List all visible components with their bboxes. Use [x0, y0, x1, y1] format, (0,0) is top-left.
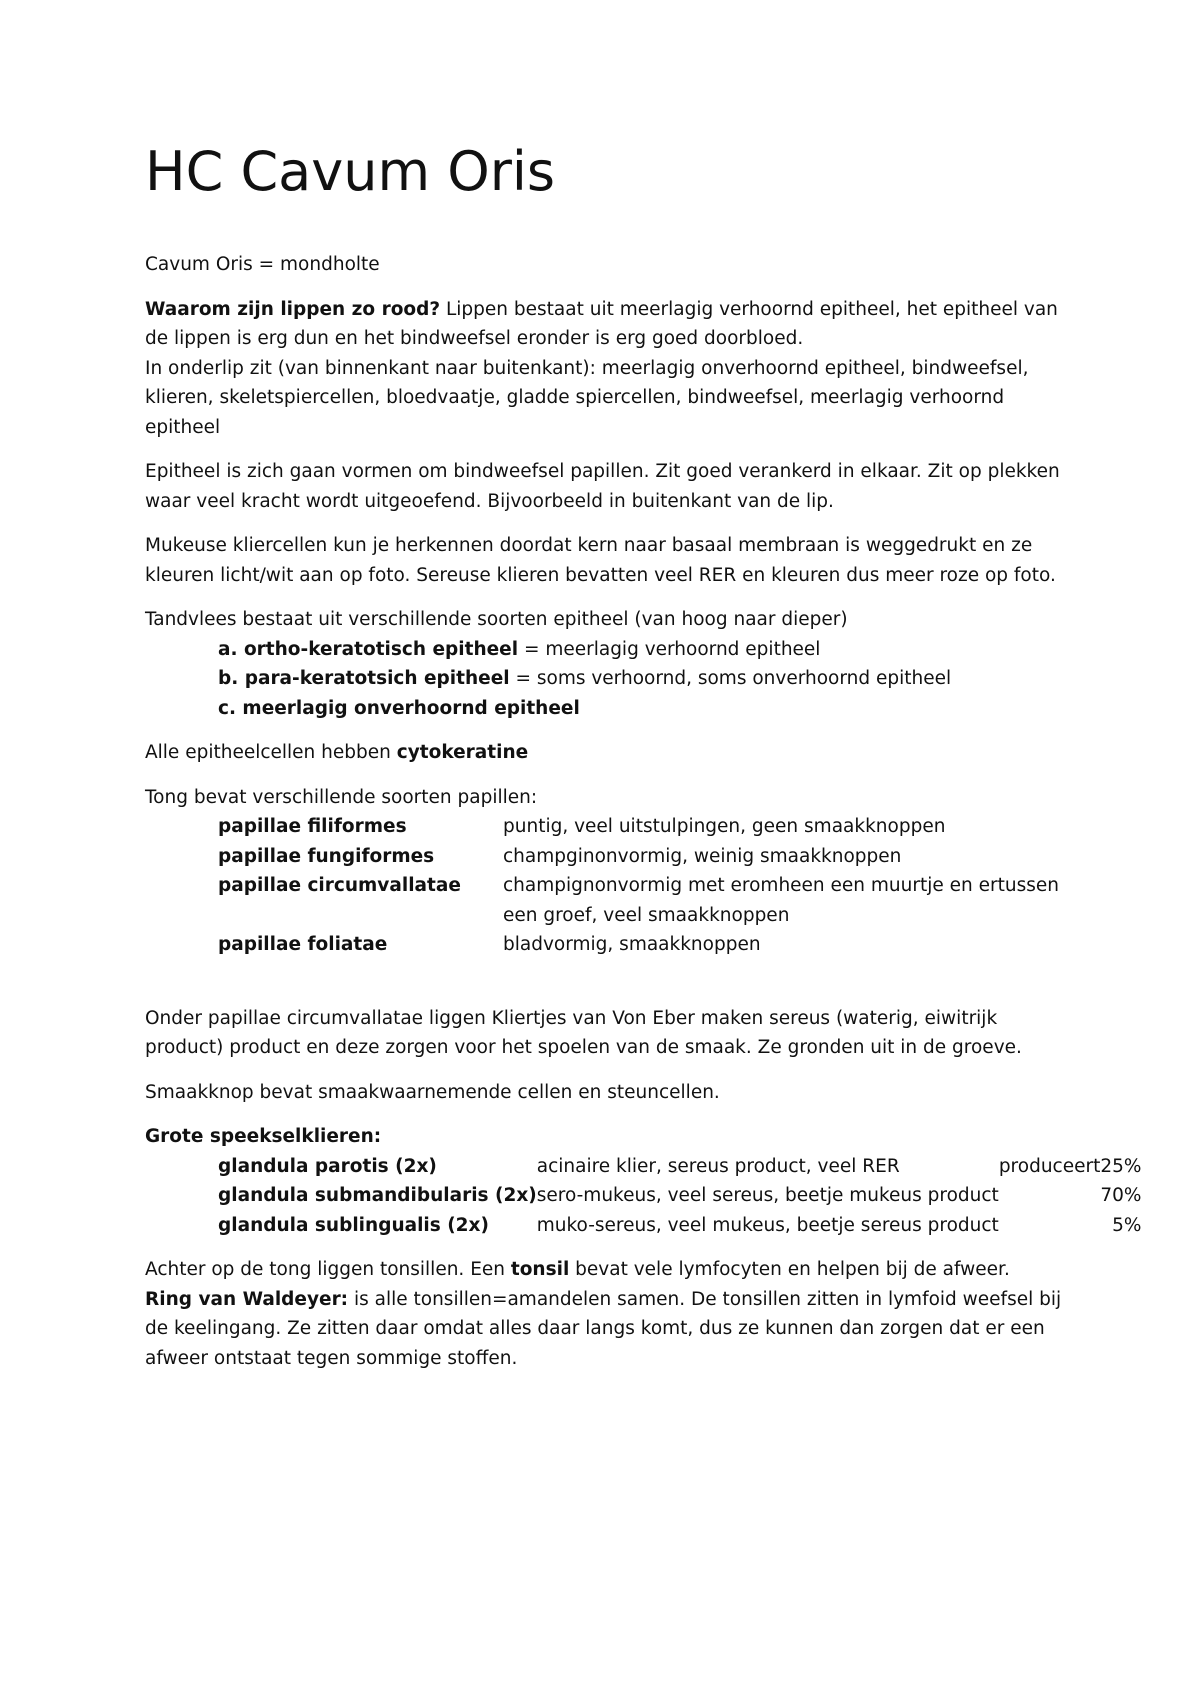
- papil-desc: bladvormig, smaakknoppen: [503, 934, 761, 955]
- onderlip-text: In onderlip zit (van binnenkant naar buitenkant): meerlagig onverhoornd epitheel, bindweefsel, klieren, skeletspiercellen, bloedvaatje, gladde spiercellen, bindweefsel, meerlagig verhoornd epitheel: [145, 357, 1029, 438]
- page-title: HC Cavum Oris: [145, 140, 556, 203]
- gland-name: glandula parotis (2x): [218, 1155, 437, 1177]
- speekselklieren-heading-text: Grote speekselklieren:: [145, 1126, 382, 1147]
- speekselklieren-heading: [145, 1122, 1065, 1152]
- epitheel-text: Epitheel is zich gaan vormen om bindweefsel papillen. Zit goed verankerd in elkaar. Zit op plekken waar veel kracht wordt uitgeoefend. Bijvoorbeeld in buitenkant van de lip.: [145, 461, 1060, 512]
- onderlip-paragraph: [145, 354, 1065, 443]
- waldeyer-text: is alle tonsillen=amandelen samen. De tonsillen zitten in lymfoid weefsel bij de keelingang. Ze zitten daar omdat alles daar langs komt, dus ze kunnen dan zorgen dat er een afweer ontstaat tegen sommige stoffen.: [145, 1288, 1062, 1369]
- document-body: [145, 140, 1142, 1388]
- gland-prod: [999, 1181, 1101, 1211]
- tonsil-term: tonsil: [510, 1259, 570, 1280]
- cytokeratine-term: cytokeratine: [396, 742, 529, 763]
- papil-name: papillae foliatae: [218, 934, 388, 955]
- gland-pct: 25%: [1100, 1155, 1142, 1177]
- von-eber-paragraph: [145, 1004, 1065, 1063]
- tonsil-post: bevat vele lymfocyten en helpen bij de afweer.: [569, 1259, 1010, 1280]
- list-item: [145, 664, 1065, 694]
- speekselklieren-table: [218, 1152, 1141, 1241]
- list-item-term: b. para-keratotsich epitheel: [218, 668, 510, 689]
- blank-line: [145, 975, 1065, 1004]
- gland-desc: acinaire klier, sereus product, veel RER: [536, 1155, 900, 1177]
- list-item-desc: = meerlagig verhoornd epitheel: [518, 638, 821, 660]
- intro-text: Cavum Oris = mondholte: [145, 254, 380, 275]
- smaakknop-text: Smaakknop bevat smaakwaarnemende cellen en steuncellen.: [145, 1081, 720, 1103]
- epitheel-paragraph: [145, 457, 1065, 516]
- list-item-desc: = soms verhoornd, soms onverhoornd epitheel: [509, 668, 952, 689]
- lips-paragraph: [145, 295, 1065, 354]
- tong-intro: Tong bevat verschillende soorten papillen:: [145, 786, 538, 808]
- list-item-term: c. meerlagig onverhoornd epitheel: [218, 697, 580, 719]
- smaakknop-paragraph: [145, 1078, 1065, 1108]
- waldeyer-term: Ring van Waldeyer:: [145, 1288, 349, 1310]
- papil-desc: puntig, veel uitstulpingen, geen smaakknoppen: [503, 816, 946, 837]
- table-row: [218, 871, 1063, 930]
- papil-name: papillae circumvallatae: [218, 875, 461, 896]
- intro-paragraph: [145, 250, 1065, 280]
- gland-desc: sero-mukeus, veel sereus, beetje mukeus product: [536, 1185, 999, 1206]
- tandvlees-intro: Tandvlees bestaat uit verschillende soorten epitheel (van hoog naar dieper): [145, 609, 848, 630]
- mukeuse-text: Mukeuse kliercellen kun je herkennen doordat kern naar basaal membraan is weggedrukt en ze kleuren licht/wit aan op foto. Sereuse klieren bevatten veel RER en kleuren dus meer roze op foto.: [145, 535, 1056, 586]
- papil-desc: champginonvormig, weinig smaakknoppen: [503, 845, 902, 867]
- table-row: [218, 1211, 1141, 1241]
- lips-answer: Lippen bestaat uit meerlagig verhoornd epitheel, het epitheel van de lippen is erg dun en het bindweefsel eronder is erg goed doorbloed.: [145, 298, 1058, 349]
- gland-pct: 70%: [1100, 1185, 1142, 1206]
- papil-desc: champignonvormig met eromheen een muurtje en ertussen een groef, veel smaakknoppen: [503, 875, 1059, 926]
- cytokeratine-paragraph: [145, 738, 1065, 768]
- gland-pct: 5%: [1112, 1214, 1142, 1236]
- gland-desc: muko-sereus, veel mukeus, beetje sereus product: [536, 1214, 999, 1236]
- table-row: [218, 1152, 1141, 1182]
- gland-name: glandula sublingualis (2x): [218, 1214, 489, 1236]
- list-item: [145, 635, 1065, 665]
- table-row: [218, 1181, 1141, 1211]
- table-row: [218, 930, 1063, 960]
- tonsil-pre: Achter op de tong liggen tonsillen. Een: [145, 1259, 511, 1280]
- cytokeratine-pre: Alle epitheelcellen hebben: [145, 742, 397, 763]
- waldeyer-paragraph: [145, 1285, 1065, 1374]
- papil-name: papillae filiformes: [218, 816, 407, 837]
- gland-prod: [999, 1211, 1101, 1241]
- list-item-term: a. ortho-keratotisch epitheel: [218, 638, 519, 660]
- tandvlees-section: [145, 605, 1065, 723]
- lips-question: Waarom zijn lippen zo rood?: [145, 298, 441, 320]
- papillen-table: [218, 812, 1063, 960]
- papil-name: papillae fungiformes: [218, 845, 435, 867]
- gland-name: glandula submandibularis (2x): [218, 1185, 537, 1206]
- mukeuse-paragraph: [145, 531, 1065, 590]
- gland-prod: produceert: [998, 1155, 1101, 1177]
- von-eber-text: Onder papillae circumvallatae liggen Kliertjes van Von Eber maken sereus (waterig, eiwitrijk product) product en deze zorgen voor het spoelen van de smaak. Ze gronden uit in de groeve.: [145, 1007, 1022, 1058]
- table-row: [218, 842, 1063, 872]
- tonsil-paragraph: [145, 1255, 1065, 1285]
- table-row: [218, 812, 1063, 842]
- list-item: [145, 694, 1065, 724]
